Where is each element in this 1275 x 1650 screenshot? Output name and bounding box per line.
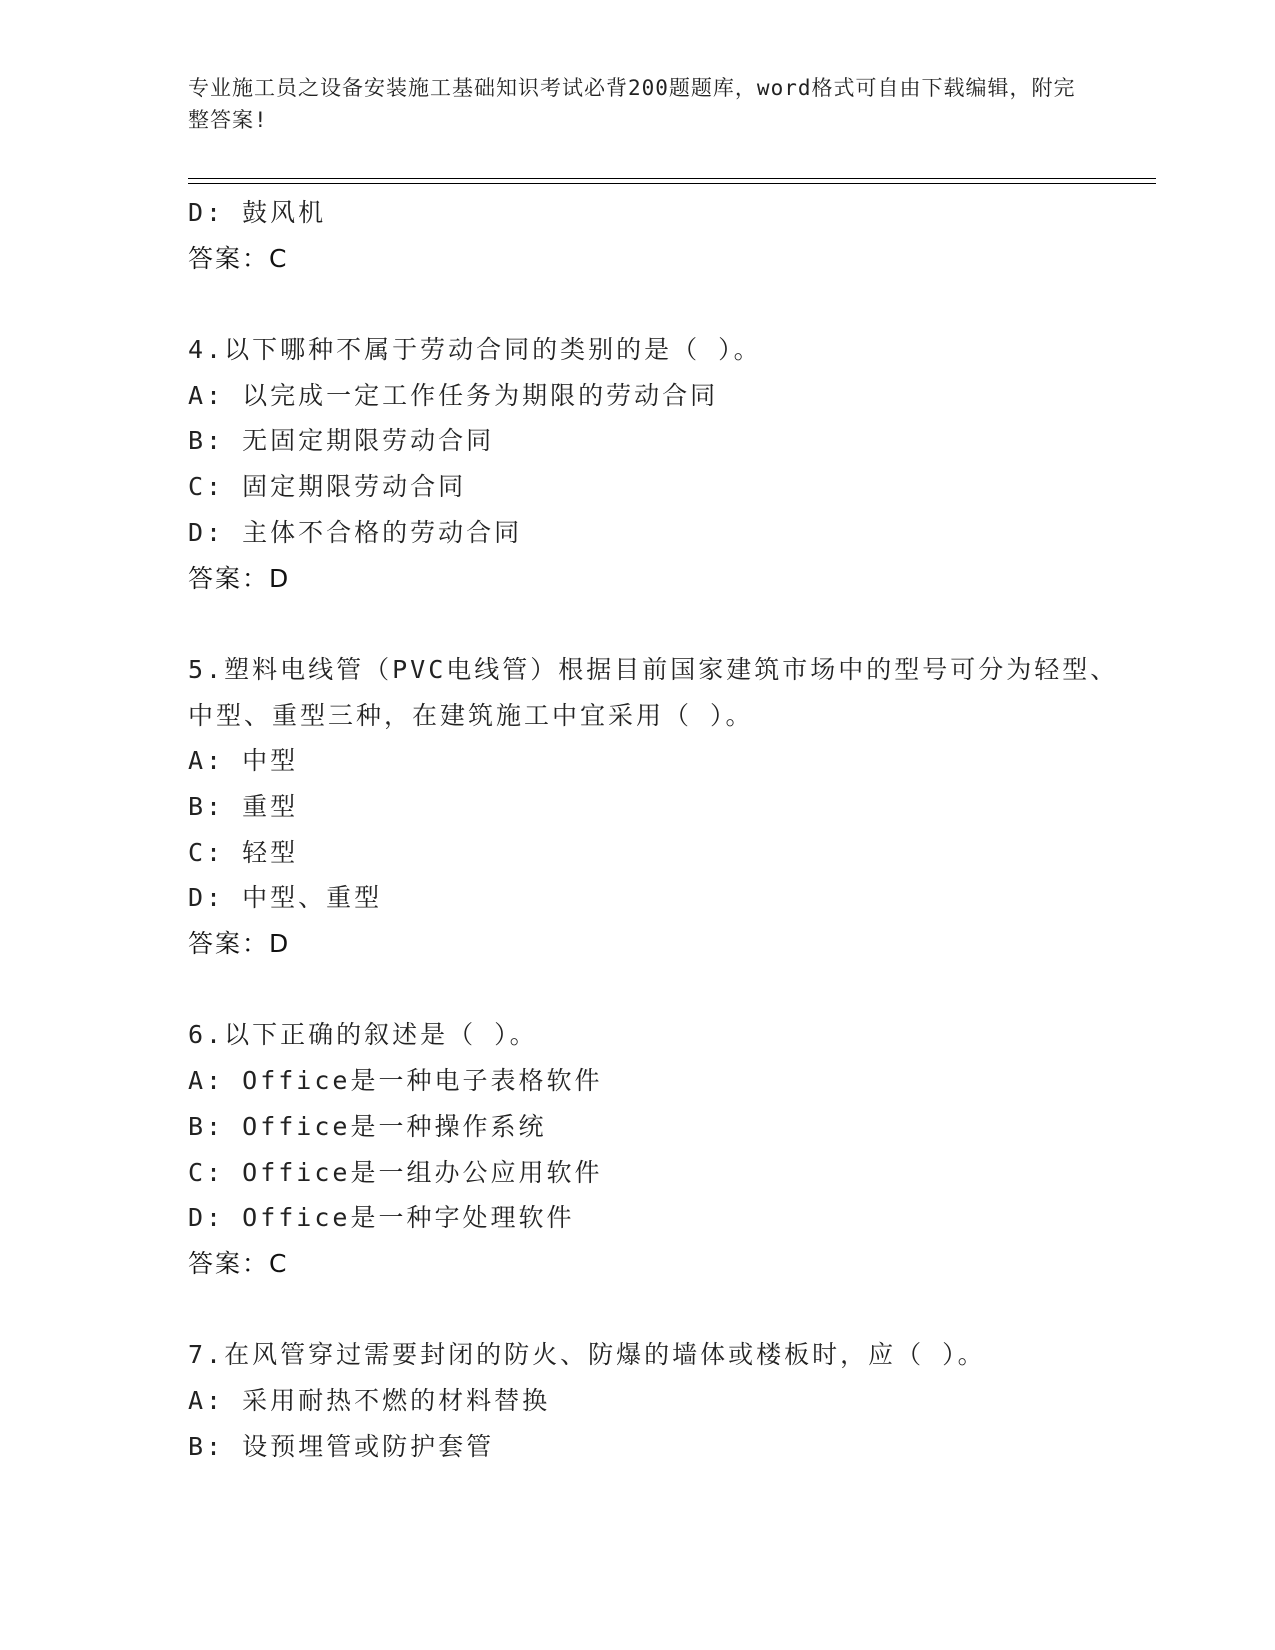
option-c: C: Office是一组办公应用软件	[188, 1157, 603, 1187]
option-b: B: 重型	[188, 791, 299, 821]
option-d: D: 中型、重型	[188, 883, 383, 913]
document-header: 专业施工员之设备安装施工基础知识考试必背200题题库，word格式可自由下载编辑，附完整答案!	[188, 76, 1076, 132]
question-block-7	[188, 1332, 1128, 1469]
question-content	[188, 190, 1128, 1469]
option-b: B: Office是一种操作系统	[188, 1111, 547, 1141]
spacer	[188, 967, 1128, 1013]
partial-option-d: D: 鼓风机	[188, 198, 327, 227]
option-d: D: Office是一种字处理软件	[188, 1203, 575, 1233]
spacer	[188, 1287, 1128, 1333]
option-a: A: Office是一种电子表格软件	[188, 1066, 603, 1096]
question-block-4	[188, 327, 1128, 601]
question-text: 5.塑料电线管（PVC电线管）根据目前国家建筑市场中的型号可分为轻型、中型、重型三种，在建筑施工中宜采用（ ）。	[188, 654, 1119, 730]
spacer	[188, 281, 1128, 327]
option-a: A: 中型	[188, 746, 299, 776]
answer: 答案：D	[188, 563, 291, 593]
option-c: C: 轻型	[188, 837, 299, 867]
header-divider-top	[188, 178, 1156, 179]
option-a: A: 采用耐热不燃的材料替换	[188, 1385, 551, 1415]
question-block-5	[188, 647, 1128, 967]
option-b: B: 设预埋管或防护套管	[188, 1431, 495, 1461]
partial-answer: 答案：C	[188, 243, 289, 273]
option-d: D: 主体不合格的劳动合同	[188, 517, 523, 547]
question-text: 7.在风管穿过需要封闭的防火、防爆的墙体或楼板时，应（ ）。	[188, 1340, 986, 1370]
option-a: A: 以完成一定工作任务为期限的劳动合同	[188, 380, 719, 410]
question-block-6	[188, 1012, 1128, 1286]
option-b: B: 无固定期限劳动合同	[188, 426, 495, 456]
answer: 答案：C	[188, 1248, 289, 1278]
spacer	[188, 601, 1128, 647]
header-divider-bottom	[188, 183, 1156, 184]
question-text: 6.以下正确的叙述是（ ）。	[188, 1020, 538, 1050]
question-text: 4.以下哪种不属于劳动合同的类别的是（ ）。	[188, 335, 762, 365]
answer: 答案：D	[188, 929, 291, 959]
option-c: C: 固定期限劳动合同	[188, 472, 467, 502]
